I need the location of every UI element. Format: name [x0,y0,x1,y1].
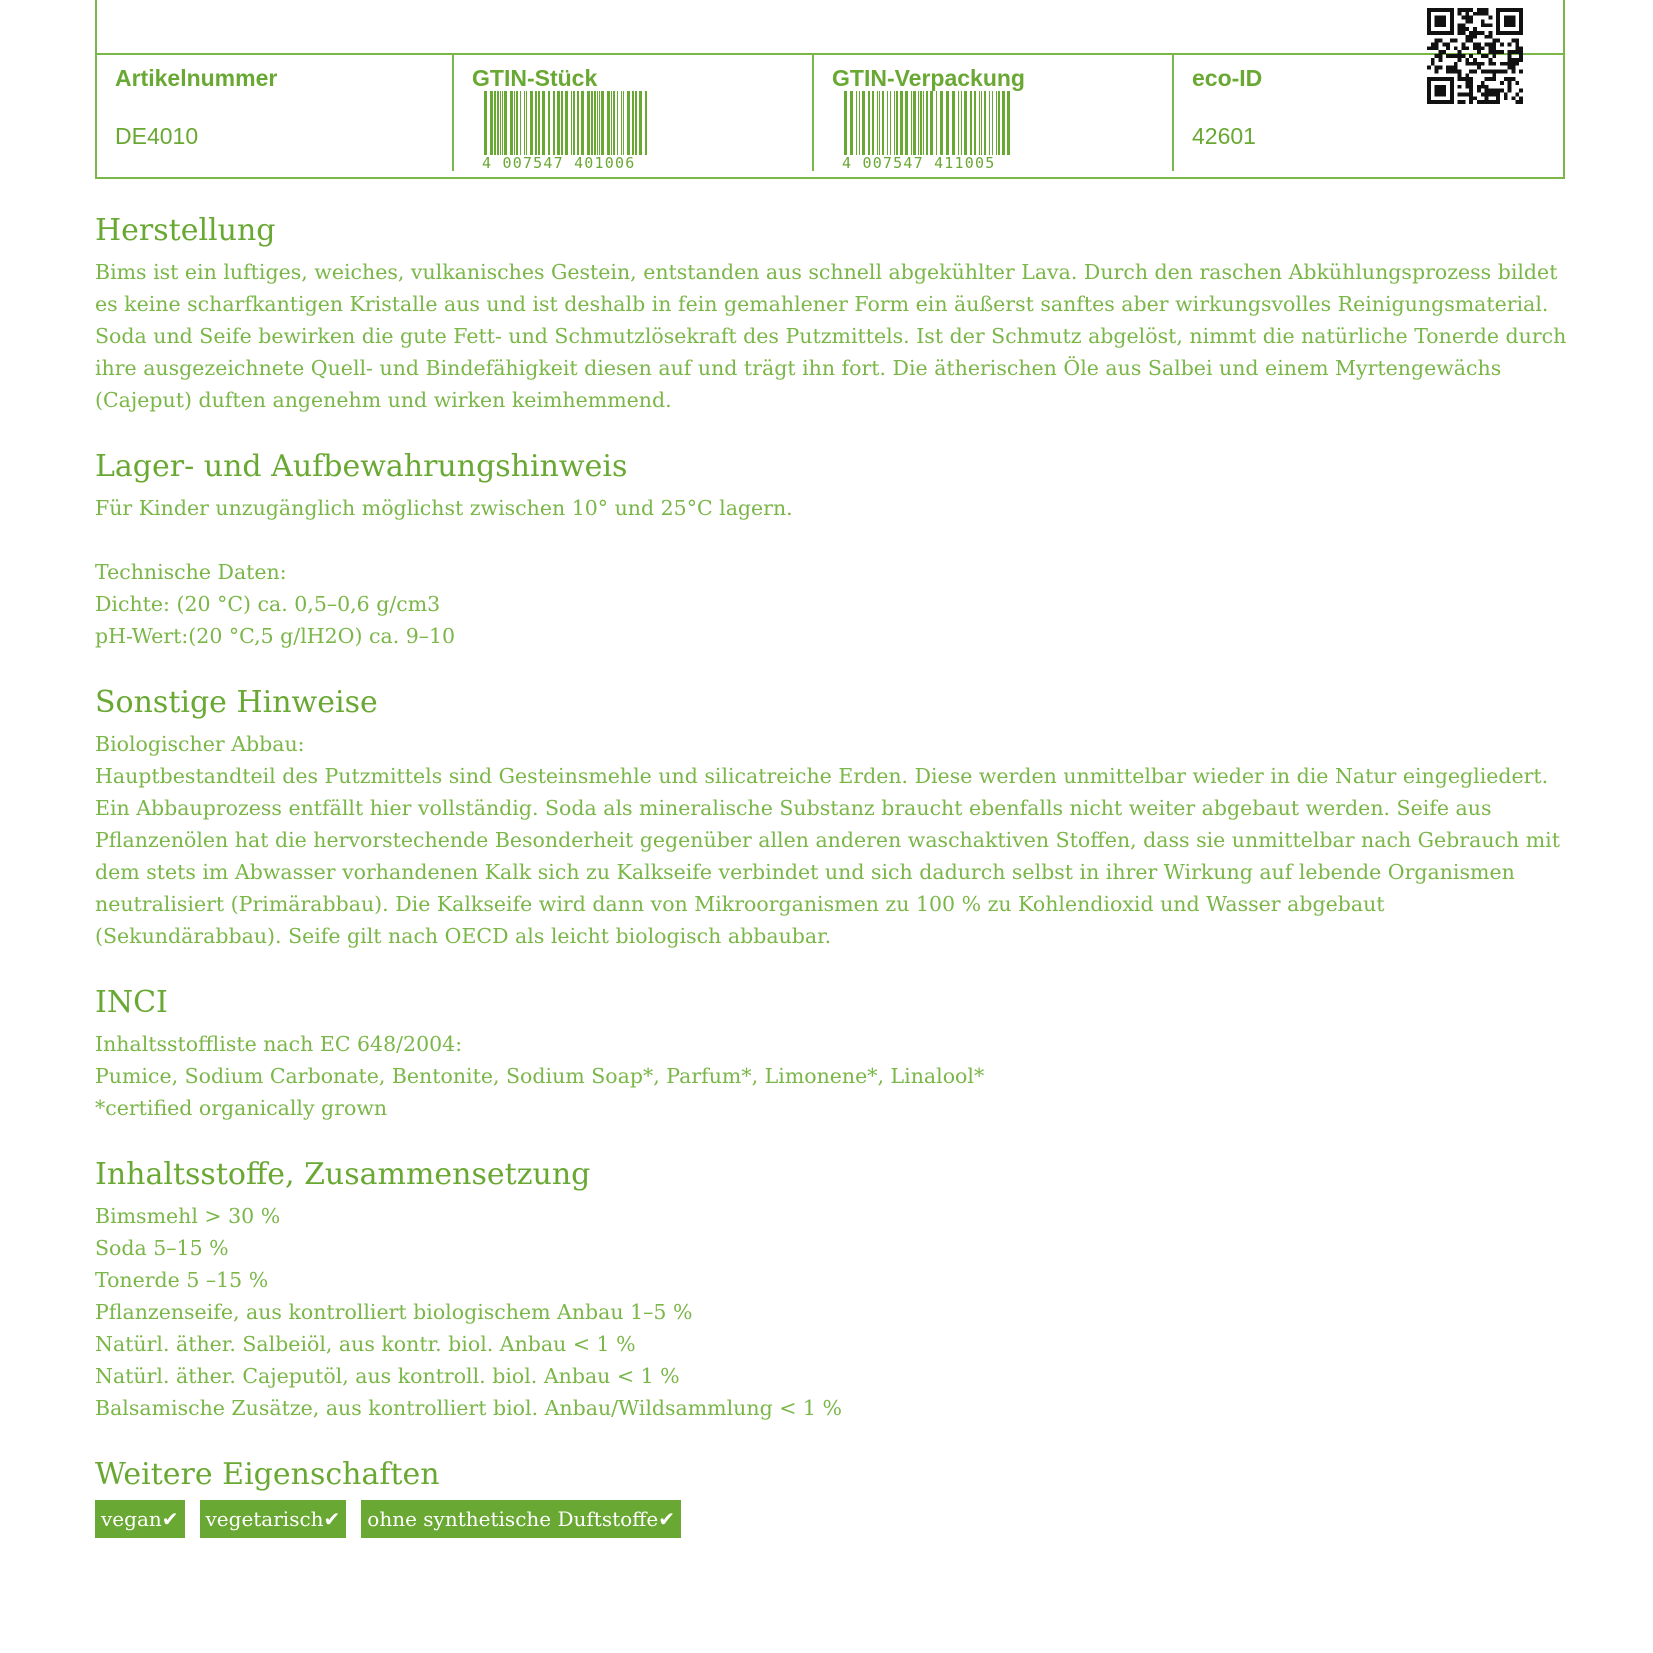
qr-module [1485,77,1489,81]
qr-module [1458,58,1462,62]
qr-module [1504,77,1508,81]
qr-module [1454,39,1458,43]
qr-module [1485,54,1489,58]
qr-module [1481,54,1485,58]
qr-module [1435,46,1439,50]
qr-module [1481,85,1485,89]
qr-module [1477,31,1481,35]
qr-module [1446,69,1450,73]
qr-module [1488,62,1492,66]
qr-module [1439,50,1443,54]
qr-module [1481,8,1485,12]
qr-module [1465,8,1469,12]
qr-module [1462,8,1466,12]
qr-module [1492,89,1496,93]
section-title: Herstellung [95,213,276,248]
qr-module [1500,43,1504,47]
qr-module [1481,23,1485,27]
qr-module [1458,73,1462,77]
qr-module [1515,100,1519,104]
ingredient-line: Natürl. äther. Salbeiöl, aus kontr. biol. Anbau < 1 % [95,1332,636,1356]
qr-module [1458,69,1462,73]
qr-module [1496,69,1500,73]
qr-module [1458,23,1462,27]
section-sonstige [95,682,1575,952]
qr-module [1488,35,1492,39]
article-number-label: Artikelnummer [115,65,278,91]
qr-module [1500,50,1504,54]
qr-module [1496,96,1500,100]
qr-module [1462,54,1466,58]
gtin-piece-digits: 4 007547 401006 [482,155,662,171]
qr-module [1511,66,1515,70]
qr-module [1519,89,1523,93]
section-lager [95,446,1575,652]
qr-module [1454,66,1458,70]
qr-module [1458,92,1462,96]
tech-data-title: Technische Daten: [95,560,287,584]
qr-module [1469,20,1473,24]
qr-module [1492,39,1496,43]
qr-module [1458,50,1462,54]
badge-no-synthetic-fragrance: ohne synthetische Duftstoffe✔ [361,1500,681,1538]
qr-module [1488,46,1492,50]
qr-module [1519,54,1523,58]
qr-module [1435,66,1439,70]
section-inhaltsstoffe [95,1154,1575,1424]
qr-code [1427,8,1523,104]
qr-module [1515,58,1519,62]
qr-module [1485,89,1489,93]
qr-module [1469,35,1473,39]
qr-module [1458,8,1462,12]
qr-module [1477,85,1481,89]
badge-vegan: vegan✔ [95,1500,185,1538]
qr-module [1481,62,1485,66]
qr-module [1508,66,1512,70]
section-title: INCI [95,985,168,1020]
qr-module [1446,46,1450,50]
qr-module [1511,50,1515,54]
article-number-cell [97,55,452,171]
qr-module [1435,69,1439,73]
ingredient-line: Pflanzenseife, aus kontrolliert biologischem Anbau 1–5 % [95,1300,693,1324]
qr-module [1477,50,1481,54]
qr-module [1465,62,1469,66]
qr-module [1488,23,1492,27]
qr-module [1465,35,1469,39]
section-title: Inhaltsstoffe, Zusammensetzung [95,1157,591,1192]
qr-module [1465,73,1469,77]
ingredient-line: Natürl. äther. Cajeputöl, aus kontroll. biol. Anbau < 1 % [95,1364,680,1388]
qr-module [1488,89,1492,93]
section-title: Weitere Eigenschaften [95,1457,440,1492]
product-info-table [95,0,1565,179]
qr-module [1431,43,1435,47]
qr-module [1481,81,1485,85]
qr-module [1458,31,1462,35]
qr-module [1427,66,1431,70]
qr-module [1485,12,1489,16]
qr-module [1473,31,1477,35]
tech-data-line: Dichte: (20 °C) ca. 0,5–0,6 g/cm3 [95,592,441,616]
qr-module [1458,100,1462,104]
qr-module [1485,8,1489,12]
qr-module [1496,100,1500,104]
qr-module [1469,39,1473,43]
qr-module [1519,46,1523,50]
qr-module [1481,20,1485,24]
qr-module [1431,62,1435,66]
qr-module [1462,16,1466,20]
qr-module [1435,85,1447,97]
qr-module [1515,43,1519,47]
qr-module [1431,58,1435,62]
qr-module [1454,46,1458,50]
qr-module [1465,39,1469,43]
qr-module [1469,96,1473,100]
qr-module [1485,43,1489,47]
qr-module [1462,43,1466,47]
qr-module [1485,100,1489,104]
qr-module [1473,69,1477,73]
inci-line: Pumice, Sodium Carbonate, Bentonite, Sodium Soap*, Parfum*, Limonene*, Linalool* [95,1064,985,1088]
qr-module [1465,27,1469,31]
qr-module [1488,100,1492,104]
qr-module [1500,81,1504,85]
qr-module [1465,58,1469,62]
qr-module [1511,77,1515,81]
gtin-package-digits: 4 007547 411005 [842,155,1022,171]
qr-module [1496,39,1500,43]
qr-module [1454,62,1458,66]
qr-module [1492,50,1496,54]
qr-module [1500,89,1504,93]
qr-module [1473,27,1477,31]
qr-module [1485,69,1489,73]
qr-module [1515,46,1519,50]
qr-module [1477,43,1481,47]
qr-module [1450,54,1454,58]
section-weitere [95,1454,1575,1538]
qr-module [1492,73,1496,77]
qr-module [1485,23,1489,27]
qr-module [1450,66,1454,70]
qr-module [1458,85,1462,89]
qr-module [1462,31,1466,35]
qr-module [1458,27,1462,31]
qr-module [1469,31,1473,35]
qr-module [1473,46,1477,50]
qr-module [1511,96,1515,100]
qr-module [1469,69,1473,73]
gtin-package-cell [812,55,1174,171]
qr-module [1508,77,1512,81]
qr-module [1477,89,1481,93]
qr-module [1508,62,1512,66]
qr-module [1473,58,1477,62]
qr-module [1508,54,1512,58]
qr-module [1504,69,1508,73]
qr-module [1469,16,1473,20]
ingredient-line: Bimsmehl > 30 % [95,1204,281,1228]
tech-data-line: pH-Wert:(20 °C,5 g/lH2O) ca. 9–10 [95,624,456,648]
qr-module [1492,54,1496,58]
qr-module [1446,66,1450,70]
qr-module [1462,27,1466,31]
qr-module [1469,89,1473,93]
qr-module [1469,62,1473,66]
qr-module [1435,43,1439,47]
qr-module [1454,69,1458,73]
badge-vegetarian: vegetarisch✔ [200,1500,347,1538]
qr-module [1462,46,1466,50]
qr-module [1431,46,1435,50]
gtin-piece-label: GTIN-Stück [472,65,598,91]
qr-module [1492,100,1496,104]
qr-module [1515,62,1519,66]
qr-module [1477,12,1481,16]
qr-module [1462,92,1466,96]
qr-module [1496,50,1500,54]
qr-module [1450,39,1454,43]
qr-module [1439,39,1443,43]
qr-module [1488,92,1492,96]
qr-module [1508,50,1512,54]
ingredient-line: Soda 5–15 % [95,1236,229,1260]
qr-module [1504,16,1516,28]
qr-module [1488,58,1492,62]
section-text: Hauptbestandteil des Putzmittels sind Gesteinsmehle und silicatreiche Erden. Diese werden unmittelbar wieder in die Natur eingegliedert. Ein Abbauprozess entfällt hier vollständig. Soda als mineralische Substanz braucht ebenfalls nicht weiter abgebaut werden. Seife aus Pflanzenölen hat die hervorstechende Besonderheit gegenüber allen anderen waschaktiven Stoffen, dass sie unmittelbar nach Gebrauch mit dem stets im Abwasser vorhandenen Kalk sich zu Kalkseife verbindet und sich dadurch selbst in ihrer Wirkung auf lebende Organismen neutralisiert (Primärabbau). Die Kalkseife wird dann von Mikroorganismen zu 100 % zu Kohlendioxid und Wasser abgebaut (Sekundärabbau). Seife gilt nach OECD als leicht biologisch abbaubar. [95,764,1560,948]
qr-module [1465,46,1469,50]
qr-module [1462,100,1466,104]
qr-module [1485,85,1489,89]
inci-line: Inhaltsstoffliste nach EC 648/2004: [95,1032,463,1056]
qr-module [1515,39,1519,43]
qr-module [1492,62,1496,66]
qr-module [1439,58,1443,62]
eco-id-label: eco-ID [1192,65,1263,91]
qr-module [1504,62,1508,66]
qr-module [1458,12,1462,16]
qr-module [1515,92,1519,96]
qr-module [1485,96,1489,100]
qr-module [1435,16,1447,28]
qr-module [1515,81,1519,85]
qr-module [1446,54,1450,58]
inci-line: *certified organically grown [95,1096,388,1120]
qr-module [1500,69,1504,73]
qr-module [1508,58,1512,62]
eco-id-value: 42601 [1192,123,1256,149]
ingredient-line: Balsamische Zusätze, aus kontrolliert biol. Anbau/Wildsammlung < 1 % [95,1396,842,1420]
qr-module [1515,50,1519,54]
qr-module [1450,69,1454,73]
qr-module [1488,43,1492,47]
qr-module [1496,92,1500,96]
qr-module [1465,92,1469,96]
qr-module [1500,62,1504,66]
qr-module [1469,100,1473,104]
qr-module [1477,46,1481,50]
qr-module [1469,8,1473,12]
gtin-package-label: GTIN-Verpackung [832,65,1025,91]
qr-module [1511,62,1515,66]
qr-module [1439,66,1443,70]
qr-module [1508,85,1512,89]
qr-module [1473,12,1477,16]
qr-module [1481,12,1485,16]
qr-module [1446,43,1450,47]
qr-module [1469,81,1473,85]
qr-module [1481,100,1485,104]
qr-module [1485,92,1489,96]
qr-module [1488,50,1492,54]
qr-module [1469,77,1473,81]
qr-module [1488,16,1492,20]
qr-module [1508,43,1512,47]
qr-module [1465,77,1469,81]
gtin-piece-cell [452,55,814,171]
qr-module [1492,43,1496,47]
qr-module [1458,77,1462,81]
product-details [95,210,1575,1568]
qr-module [1504,92,1508,96]
qr-module [1465,12,1469,16]
qr-module [1508,89,1512,93]
section-text: Bims ist ein luftiges, weiches, vulkanisches Gestein, entstanden aus schnell abgekühlter Lava. Durch den raschen Abkühlungsprozess bildet es keine scharfkantigen Kristalle aus und ist deshalb in fein gemahlener Form ein äußerst sanftes aber wirkungsvolles Reinigungsmaterial. Soda und Seife bewirken die gute Fett- und Schmutzlösekraft des Putzmittels. Ist der Schmutz abgelöst, nimmt die natürliche Tonerde durch ihre ausgezeichnete Quell- und Bindefähigkeit diesen auf und trägt ihn fort. Die ätherischen Öle aus Salbei und einem Myrtengewächs (Cajeput) duften angenehm und wirken keimhemmend. [95,260,1567,412]
qr-module [1442,50,1446,54]
qr-module [1454,54,1458,58]
qr-module [1519,69,1523,73]
section-subtitle: Biologischer Abbau: [95,732,305,756]
qr-module [1435,39,1439,43]
ingredient-line: Tonerde 5 –15 % [95,1268,269,1292]
qr-module [1511,39,1515,43]
qr-module [1465,16,1469,20]
qr-module [1458,54,1462,58]
qr-module [1473,62,1477,66]
qr-module [1462,77,1466,81]
qr-module [1508,81,1512,85]
qr-module [1477,8,1481,12]
qr-module [1481,46,1485,50]
qr-module [1519,96,1523,100]
storage-text: Für Kinder unzugänglich möglichst zwischen 10° und 25°C lagern. [95,496,793,520]
qr-module [1473,43,1477,47]
qr-module [1473,96,1477,100]
qr-module [1465,20,1469,24]
qr-module [1492,77,1496,81]
qr-module [1492,92,1496,96]
qr-module [1473,35,1477,39]
qr-module [1477,100,1481,104]
qr-module [1488,77,1492,81]
qr-module [1496,89,1500,93]
qr-module [1469,54,1473,58]
property-badges [95,1500,1575,1538]
qr-module [1488,69,1492,73]
qr-module [1485,35,1489,39]
qr-module [1492,69,1496,73]
section-title: Sonstige Hinweise [95,685,378,720]
qr-module [1511,69,1515,73]
qr-module [1492,46,1496,50]
section-title: Lager- und Aufbewahrungshinweis [95,449,628,484]
qr-module [1442,43,1446,47]
qr-module [1462,23,1466,27]
gtin-package-barcode [842,91,1022,171]
section-inci [95,982,1575,1124]
qr-module [1481,31,1485,35]
qr-module [1477,62,1481,66]
qr-module [1477,66,1481,70]
qr-module [1481,69,1485,73]
article-number-value: DE4010 [115,123,199,149]
qr-module [1439,54,1443,58]
qr-module [1519,58,1523,62]
gtin-piece-barcode [482,91,662,171]
qr-module [1469,85,1473,89]
qr-module [1519,50,1523,54]
qr-module [1465,85,1469,89]
qr-module [1488,31,1492,35]
qr-module [1481,92,1485,96]
qr-module [1465,81,1469,85]
qr-module [1511,58,1515,62]
section-herstellung [95,210,1575,416]
qr-module [1469,92,1473,96]
qr-module [1427,46,1431,50]
qr-module [1435,54,1439,58]
qr-module [1519,100,1523,104]
qr-module [1504,96,1508,100]
